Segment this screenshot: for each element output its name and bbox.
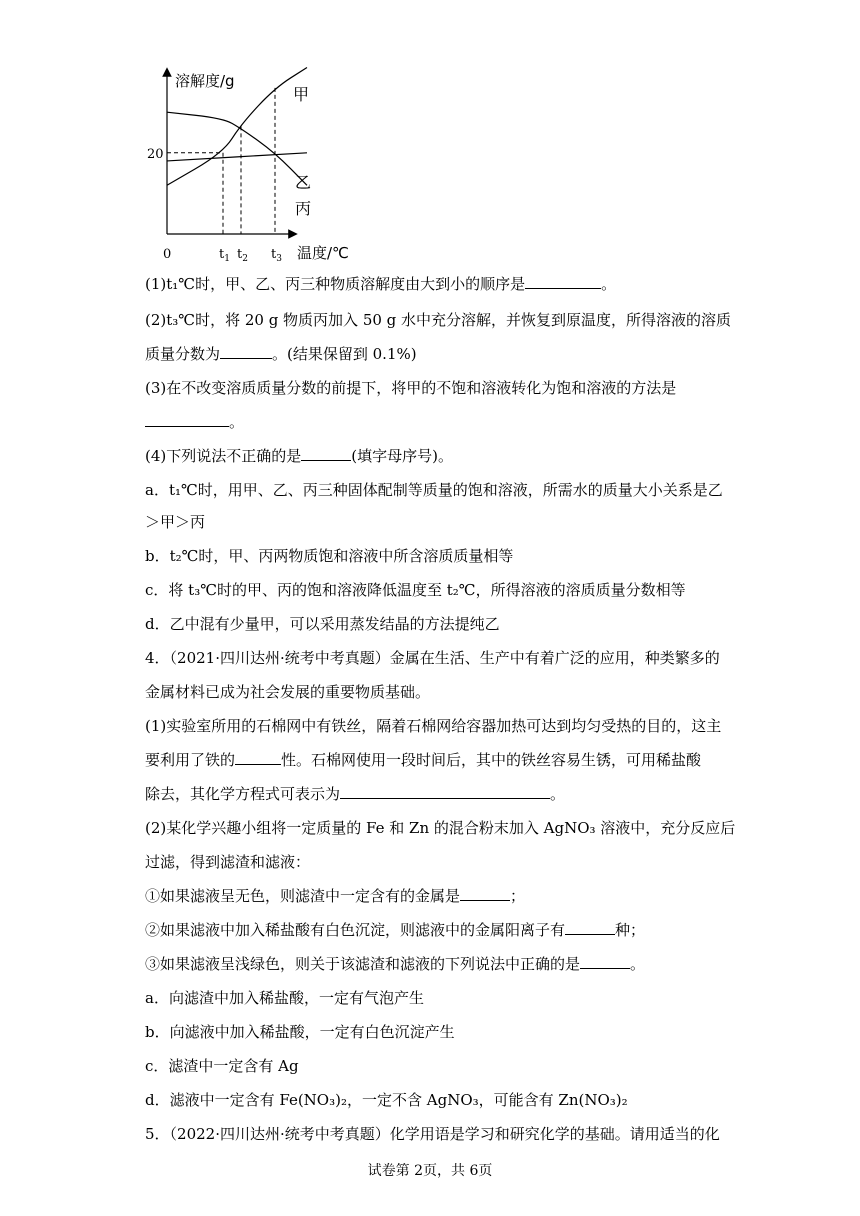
- q3-part3-text: (3)在不改变溶质质量分数的前提下，将甲的不饱和溶液转化为饱和溶液的方法是: [145, 379, 677, 397]
- series-label-甲: 甲: [293, 85, 310, 104]
- q4-case3: ③如果滤液呈浅绿色，则关于该滤渣和滤液的下列说法中正确的是 。: [145, 955, 646, 973]
- q4-option-b: b．向滤液中加入稀盐酸，一定有白色沉淀产生: [145, 1023, 455, 1041]
- q4-case1: ①如果滤液呈无色，则滤渣中一定含有的金属是 ；: [145, 887, 526, 905]
- answer-blank[interactable]: [460, 886, 510, 901]
- q4-heading: 4．（2021·四川达州·统考中考真题）金属在生活、生产中有着广泛的应用，种类繁多的: [145, 649, 720, 667]
- q3-part1: (1)t₁℃时，甲、乙、丙三种物质溶解度由大到小的顺序是 。: [145, 275, 617, 293]
- answer-blank[interactable]: [220, 344, 272, 359]
- q4-part1-cont: 要利用了铁的 性。石棉网使用一段时间后，其中的铁丝容易生锈，可用稀盐酸: [145, 751, 702, 769]
- q4-part2-cont: 过滤，得到滤渣和滤液：: [145, 853, 311, 871]
- q4-part1: (1)实验室所用的石棉网中有铁丝，隔着石棉网给容器加热可达到均匀受热的目的，这主: [145, 717, 722, 735]
- q4-option-c: c．滤渣中一定含有 Ag: [145, 1057, 299, 1075]
- series-line-丙: [167, 112, 307, 185]
- page-footer: 试卷第 2页，共 6页: [367, 1163, 493, 1179]
- x-tick-label: $t_3$: [271, 247, 282, 264]
- answer-blank[interactable]: [340, 784, 550, 799]
- q3-part1-text: (1)t₁℃时，甲、乙、丙三种物质溶解度由大到小的顺序是: [145, 275, 526, 293]
- q4-case2: ②如果滤液中加入稀盐酸有白色沉淀，则滤液中的金属阳离子有 种；: [145, 921, 646, 939]
- q4-part2: (2)某化学兴趣小组将一定质量的 Fe 和 Zn 的混合粉末加入 AgNO₃ 溶液中，充分反应后: [145, 819, 736, 837]
- q3-part2-text: (2)t₃℃时，将 20 g 物质丙加入 50 g 水中充分溶解，并恢复到原温度，所得溶液的溶质: [145, 311, 732, 329]
- y-tick-label: 20: [147, 146, 164, 162]
- q3-part4: (4)下列说法不正确的是 (填字母序号)。: [145, 447, 453, 465]
- series-labels: [293, 85, 311, 218]
- q3-option-d: d．乙中混有少量甲，可以采用蒸发结晶的方法提纯乙: [145, 615, 500, 633]
- x-axis-label: 温度/℃: [297, 244, 349, 262]
- series-label-丙: 丙: [295, 199, 312, 218]
- q3-option-b: b．t₂℃时，甲、丙两物质饱和溶液中所含溶质质量相等: [145, 547, 514, 565]
- q4-heading-cont: 金属材料已成为社会发展的重要物质基础。: [145, 683, 431, 701]
- reference-lines: [167, 88, 275, 234]
- answer-blank[interactable]: [525, 274, 601, 289]
- x-tick-label: $t_1$: [219, 247, 230, 264]
- y-axis-label: 溶解度/g: [175, 72, 235, 90]
- solubility-chart: [145, 62, 375, 267]
- q3-option-c: c．将 t₃℃时的甲、丙的饱和溶液降低温度至 t₂℃，所得溶液的溶质质量分数相等: [145, 581, 686, 599]
- q4-option-d: d．滤液中一定含有 Fe(NO₃)₂，一定不含 AgNO₃，可能含有 Zn(NO₃)₂: [145, 1091, 628, 1109]
- q3-option-a: a．t₁℃时，用甲、乙、丙三种固体配制等质量的饱和溶液，所需水的质量大小关系是乙: [145, 481, 723, 499]
- answer-blank[interactable]: [235, 750, 281, 765]
- answer-blank[interactable]: [301, 446, 351, 461]
- answer-blank[interactable]: [580, 954, 630, 969]
- q5-heading: 5．（2022·四川达州·统考中考真题）化学用语是学习和研究化学的基础。请用适当的化: [145, 1125, 720, 1143]
- series-line-乙: [167, 153, 307, 161]
- q3-part3-cont: 。: [145, 412, 244, 432]
- x-tick-label: $t_2$: [237, 247, 248, 264]
- answer-blank[interactable]: [145, 412, 229, 427]
- q3-part3: [145, 378, 676, 398]
- series-label-乙: 乙: [295, 173, 312, 192]
- q3-option-a-cont: ＞甲＞丙: [145, 513, 206, 531]
- x-tick-label: 0: [163, 247, 172, 262]
- q4-option-a: a．向滤渣中加入稀盐酸，一定有气泡产生: [145, 989, 424, 1007]
- answer-blank[interactable]: [565, 920, 615, 935]
- q4-part1-cont2: 除去，其化学方程式可表示为 。: [145, 785, 566, 803]
- q3-part2: [145, 310, 731, 330]
- q3-part2-cont: 质量分数为 。(结果保留到 0.1%): [145, 345, 417, 363]
